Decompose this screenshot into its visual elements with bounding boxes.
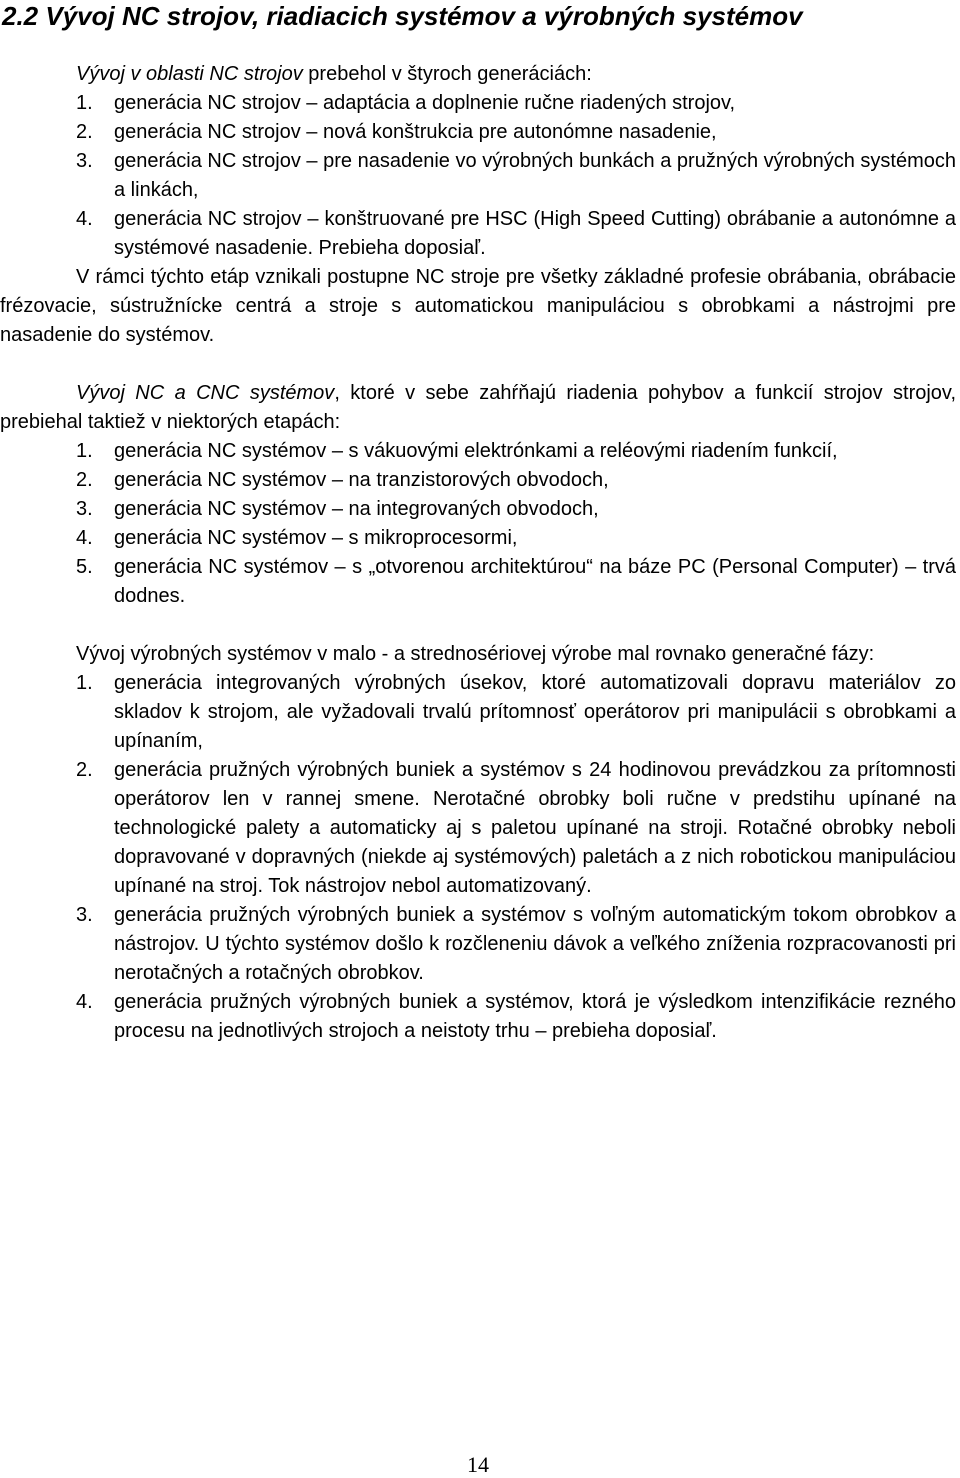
list-number: 4.	[76, 991, 93, 1013]
intro-paragraph: Vývoj výrobných systémov v malo - a strednosériovej výrobe mal rovnako generačné fázy:	[76, 643, 875, 665]
list-item	[0, 466, 956, 495]
list-number: 2.	[76, 469, 93, 491]
list-text: generácia NC systémov – s mikroprocesormi,	[114, 527, 518, 549]
list-text: generácia NC strojov – konštruované pre HSC (High Speed Cutting) obrábanie a autonómne a systémové nasadenie. Prebieha doposiaľ.	[114, 208, 956, 259]
intro-text: , ktoré v sebe zahŕňajú riadenia pohybov a funkcií strojov strojov, prebiehal taktiež v niektorých etapách:	[0, 382, 957, 433]
list-text: generácia NC strojov – pre nasadenie vo výrobných bunkách a pružných výrobných systémoch a linkách,	[114, 150, 956, 201]
page-number: 14	[467, 1452, 489, 1477]
list-number: 2.	[76, 759, 93, 781]
list-item	[0, 524, 956, 553]
list-text: generácia pružných výrobných buniek a systémov s 24 hodinovou prevádzkou za prítomnosti operátorov len v rannej smene. Nerotačné obrobky boli ručne v predstihu upínané na technologické palety a automaticky aj s paletou upínané na stroji. Rotačné obrobky neboli dopravované v dopravných (niekde aj systémových) paletách a z nich robotickou manipuláciou upínané na stroj. Tok nástrojov nebol automatizovaný.	[114, 759, 956, 897]
list-number: 4.	[76, 208, 93, 230]
list-number: 3.	[76, 498, 93, 520]
list-text: generácia NC systémov – na integrovaných obvodoch,	[114, 498, 599, 520]
list-item	[0, 495, 956, 524]
intro-paragraph	[0, 379, 956, 437]
paragraph-gap	[0, 350, 956, 379]
list-text: generácia pružných výrobných buniek a systémov s voľným automatickým tokom obrobkov a nástrojov. U týchto systémov došlo k rozčleneniu dávok a veľkého zníženia rozpracovanosti pri nerotačných a rotačných obrobkov.	[114, 904, 956, 984]
paragraph-gap	[0, 611, 956, 640]
intro-paragraph	[0, 60, 956, 89]
list-item	[0, 205, 956, 263]
list-item	[0, 553, 956, 611]
intro-emphasis: Vývoj NC a CNC systémov	[76, 382, 335, 404]
list-item	[0, 89, 956, 118]
list-number: 1.	[76, 92, 93, 114]
list-item	[0, 756, 956, 901]
list-text: generácia NC systémov – s vákuovými elektrónkami a reléovými riadením funkcií,	[114, 440, 838, 462]
list-number: 2.	[76, 121, 93, 143]
section-ncmachines	[0, 60, 956, 1046]
body-paragraph: V rámci týchto etáp vznikali postupne NC stroje pre všetky základné profesie obrábania, obrábacie frézovacie, sústružnícke centrá a stroje s automatickou manipuláciou s obrobkami a nástrojmi pre nasadenie do systémov.	[0, 266, 956, 346]
list-text: generácia NC strojov – nová konštrukcia pre autonómne nasadenie,	[114, 121, 717, 143]
list-text: generácia NC strojov – adaptácia a doplnenie ručne riadených strojov,	[114, 92, 736, 114]
generation-list	[0, 89, 956, 263]
list-number: 1.	[76, 672, 93, 694]
list-number: 3.	[76, 904, 93, 926]
list-item	[0, 669, 956, 756]
list-item	[0, 437, 956, 466]
list-item	[0, 901, 956, 988]
generation-list	[0, 669, 956, 1046]
list-item	[0, 988, 956, 1046]
list-text: generácia NC systémov – na tranzistorových obvodoch,	[114, 469, 609, 491]
intro-text: prebehol v štyroch generáciách:	[302, 63, 592, 85]
list-text: generácia pružných výrobných buniek a systémov, ktorá je výsledkom intenzifikácie rezného procesu na jednotlivých strojoch a neistoty trhu – prebieha doposiaľ.	[114, 991, 956, 1042]
generation-list	[0, 437, 956, 611]
list-item	[0, 147, 956, 205]
list-number: 5.	[76, 556, 93, 578]
list-number: 3.	[76, 150, 93, 172]
section-heading: 2.2 Vývoj NC strojov, riadiacich systémov a výrobných systémov	[2, 1, 803, 31]
list-item	[0, 118, 956, 147]
list-text: generácia integrovaných výrobných úsekov, ktoré automatizovali dopravu materiálov zo skladov k strojom, ale vyžadovali trvalú prítomnosť operátorov pri manipulácii s obrobkami a upínaním,	[114, 672, 956, 752]
list-number: 4.	[76, 527, 93, 549]
intro-emphasis: Vývoj v oblasti NC strojov	[76, 63, 303, 85]
list-number: 1.	[76, 440, 93, 462]
list-text: generácia NC systémov – s „otvorenou architektúrou“ na báze PC (Personal Computer) – trvá dodnes.	[114, 556, 956, 607]
